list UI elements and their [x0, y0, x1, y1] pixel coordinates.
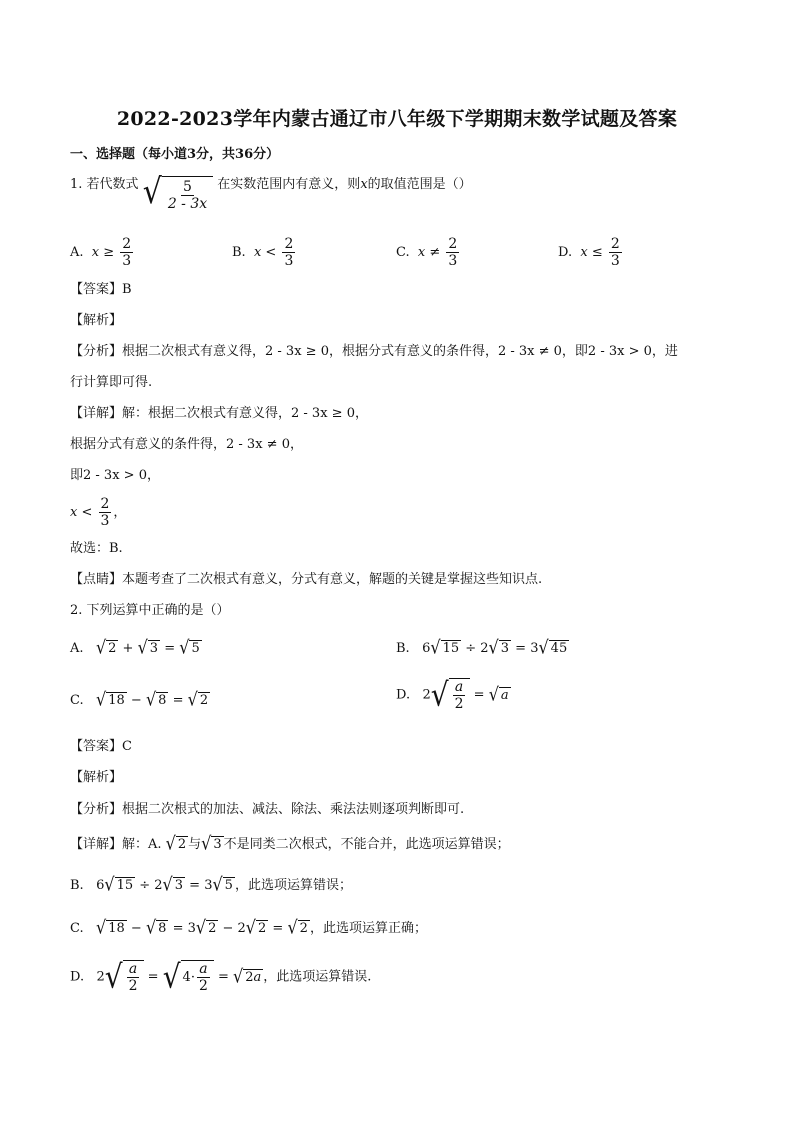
q2-stem: 2. 下列运算中正确的是（）	[70, 603, 230, 618]
q1-stem-pre: 1. 若代数式	[70, 177, 139, 192]
q1-stem-var: x	[360, 177, 368, 192]
q1-xiangjie-line4: x < $\frac{2}{3}$ ，	[70, 496, 127, 529]
q1-fenxi-line1: 【分析】根据二次根式有意义得，2 - 3x ≥ 0，根据分式有意义的条件得，2 - 3x ≠ 0，即2 - 3x > 0，进	[70, 344, 678, 359]
q1-radicand-den: 2 - 3x	[167, 196, 208, 212]
q1-stem	[70, 172, 472, 213]
q2-analysis-head: 【解析】	[70, 770, 123, 785]
q1-fenxi-line2: 行计算即可得.	[70, 375, 153, 390]
q1-option-c: C. x ≠ $\frac{2}{3}$	[396, 236, 458, 269]
q2-xiangjie-b: B. 6 √ 15 ÷ 2 √ 3 = 3 √ 5 ，此选项运算错误；	[70, 873, 352, 896]
q2-answer: 【答案】C	[70, 739, 132, 754]
q2-option-b: B. 6 √ 15 ÷ 2 √ 3 = 3 √ 45	[396, 636, 568, 659]
q1-option-d: D. x ≤ $\frac{2}{3}$	[558, 236, 620, 269]
q2-xiangjie-d: D. 2 √ $\frac{a}{2}$ = √ 4· $\frac{a}{2}$ = √ 2a ，此选项运算错误.	[70, 957, 372, 996]
section-heading: 一、选择题（每小道3分，共36分）	[70, 147, 280, 162]
q2-option-d: D. 2 √ $\frac{a}{2}$ = √ a	[396, 675, 509, 714]
q1-stem-post: 在实数范围内有意义，则	[217, 177, 361, 192]
q1-dianjing: 【点睛】本题考查了二次根式有意义，分式有意义，解题的关键是掌握这些知识点.	[70, 572, 543, 587]
q2-fenxi: 【分析】根据二次根式的加法、减法、除法、乘法法则逐项判断即可.	[70, 802, 465, 817]
q1-stem-end: 的取值范围是（）	[367, 177, 472, 192]
q1-choose: 故选：B.	[70, 541, 123, 556]
q2-option-c: C. √ 18 − √ 8 = √ 2	[70, 688, 209, 711]
document-title: 2022-2023学年内蒙古通辽市八年级下学期期末数学试题及答案	[116, 108, 678, 130]
q1-xiangjie-line2: 根据分式有意义的条件得，2 - 3x ≠ 0，	[70, 437, 303, 452]
q1-radical: √ $\frac{5}{2 - 3x}$	[143, 176, 213, 212]
q1-radicand-num: 5	[183, 179, 192, 195]
q1-xiangjie-line3: 即2 - 3x > 0，	[70, 468, 160, 483]
q1-analysis-head: 【解析】	[70, 313, 123, 328]
q2-xiangjie-c: C. √ 18 − √ 8 = 3 √ 2 − 2 √ 2 = √ 2 ，此选项运算正确；	[70, 916, 427, 939]
q2-xiangjie-a: 【详解】解：A. √ 2 与 √ 3 不是同类二次根式，不能合并，此选项运算错误；	[70, 832, 510, 855]
q1-xiangjie-line1: 【详解】解：根据二次根式有意义得，2 - 3x ≥ 0，	[70, 406, 368, 421]
q2-option-a: A. √ 2 + √ 3 = √ 5	[70, 636, 200, 659]
q1-option-b: B. x < $\frac{2}{3}$	[232, 236, 294, 269]
q1-answer: 【答案】B	[70, 282, 132, 297]
q1-option-a: A. x ≥ $\frac{2}{3}$	[70, 236, 132, 269]
